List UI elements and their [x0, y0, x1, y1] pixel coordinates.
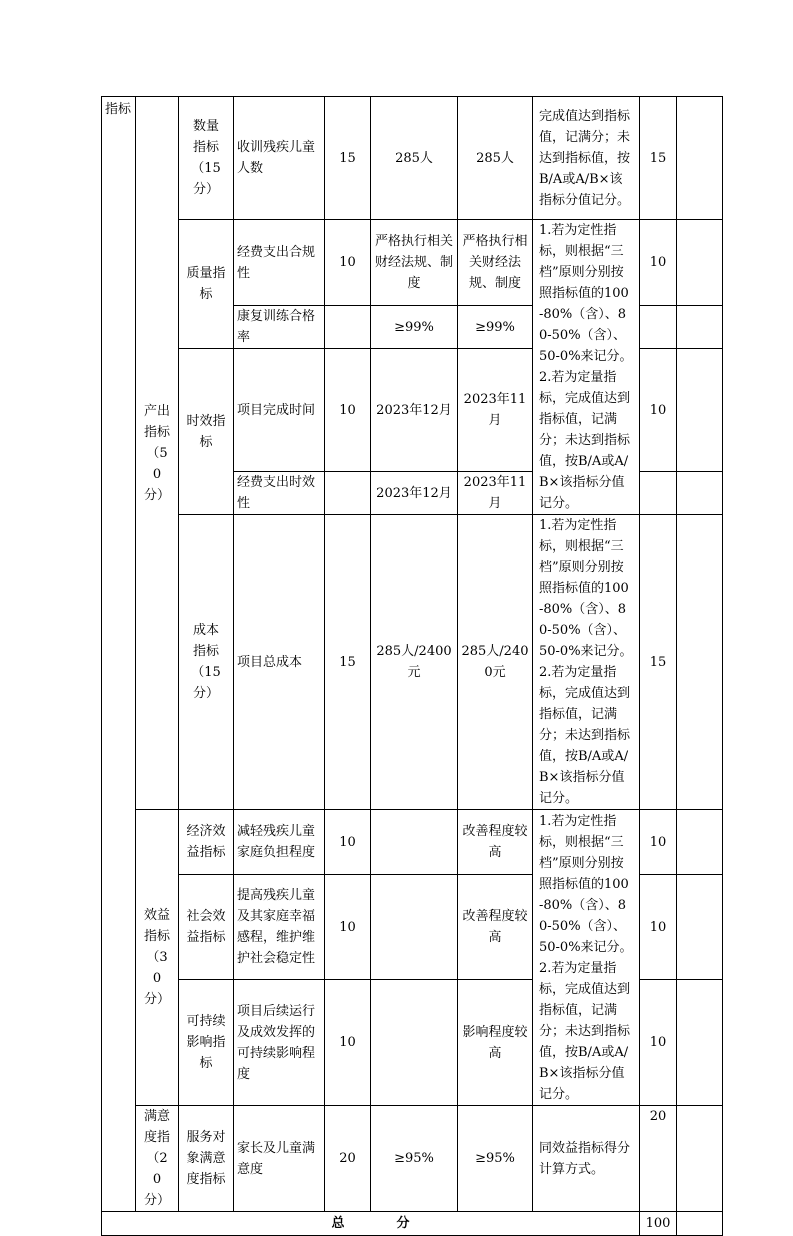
indicator-score: [640, 472, 677, 515]
indicator-item: 项目总成本: [234, 515, 325, 810]
indicator-score: 10: [640, 220, 677, 306]
indicator-score: 10: [640, 980, 677, 1106]
output-indicator-label: 产出指标（50分）: [136, 97, 179, 810]
social-indicator-label: 社会效益指标: [179, 875, 234, 980]
indicator-score: 15: [640, 515, 677, 810]
indicator-weight: 10: [325, 810, 371, 875]
indicator-target: ≥95%: [371, 1106, 458, 1212]
indicator-target: [371, 810, 458, 875]
performance-indicator-table: [101, 96, 723, 1236]
remark-cell: [677, 1212, 723, 1236]
indicator-actual: 2023年11月: [458, 349, 533, 472]
indicator-weight: 10: [325, 220, 371, 306]
indicator-target: ≥99%: [371, 306, 458, 349]
indicator-actual: 影响程度较高: [458, 980, 533, 1106]
scoring-rule: 1.若为定性指标，则根据“三档”原则分别按照指标值的100-80%（含）、80-50%（含）、50-0%来记分。2.若为定量指标，完成值达到指标值，记满分；未达到指标值，按B/A或A/B×该指标分值记分。: [533, 515, 640, 810]
remark-cell: [677, 220, 723, 306]
indicator-actual: 285人/2400元: [458, 515, 533, 810]
indicator-actual: 2023年11月: [458, 472, 533, 515]
quality-indicator-label: 质量指标: [179, 220, 234, 349]
indicator-score: 20: [640, 1106, 677, 1212]
benefit-indicator-label: 效益指标（30分）: [136, 810, 179, 1106]
indicator-score: 10: [640, 810, 677, 875]
remark-cell: [677, 810, 723, 875]
indicator-actual: 严格执行相关财经法规、制度: [458, 220, 533, 306]
indicator-weight: 10: [325, 980, 371, 1106]
indicator-item: 康复训练合格率: [234, 306, 325, 349]
remark-cell: [677, 97, 723, 220]
indicator-item: 收训残疾儿童人数: [234, 97, 325, 220]
timeliness-indicator-label: 时效指标: [179, 349, 234, 515]
indicator-item: 项目完成时间: [234, 349, 325, 472]
indicator-score: 10: [640, 875, 677, 980]
indicator-weight: 10: [325, 875, 371, 980]
level1-indicator-label: 指标: [102, 97, 136, 1212]
scoring-rule: 1.若为定性指标，则根据“三档”原则分别按照指标值的100-80%（含）、80-50%（含）、50-0%来记分。2.若为定量指标，完成值达到指标值，记满分；未达到指标值，按B/A或A/B×该指标分值记分。: [533, 810, 640, 1106]
economic-indicator-label: 经济效益指标: [179, 810, 234, 875]
indicator-item: 提高残疾儿童及其家庭幸福感程，维护维护社会稳定性: [234, 875, 325, 980]
indicator-item: 减轻残疾儿童家庭负担程度: [234, 810, 325, 875]
indicator-weight: [325, 472, 371, 515]
indicator-target: 2023年12月: [371, 472, 458, 515]
indicator-item: 家长及儿童满意度: [234, 1106, 325, 1212]
indicator-actual: ≥99%: [458, 306, 533, 349]
total-score: 100: [640, 1212, 677, 1236]
indicator-actual: 改善程度较高: [458, 875, 533, 980]
indicator-target: [371, 980, 458, 1106]
indicator-target: 严格执行相关财经法规、制度: [371, 220, 458, 306]
indicator-target: [371, 875, 458, 980]
indicator-target: 285人: [371, 97, 458, 220]
indicator-weight: 15: [325, 97, 371, 220]
remark-cell: [677, 349, 723, 472]
indicator-item: 项目后续运行及成效发挥的可持续影响程度: [234, 980, 325, 1106]
remark-cell: [677, 515, 723, 810]
indicator-score: [640, 306, 677, 349]
indicator-actual: 285人: [458, 97, 533, 220]
remark-cell: [677, 306, 723, 349]
remark-cell: [677, 472, 723, 515]
scoring-rule: 完成值达到指标值，记满分；未达到指标值，按B/A或A/B×该指标分值记分。: [533, 97, 640, 220]
indicator-weight: [325, 306, 371, 349]
scoring-rule: 1.若为定性指标，则根据“三档”原则分别按照指标值的100-80%（含）、80-50%（含）、50-0%来记分。2.若为定量指标，完成值达到指标值，记满分；未达到指标值，按B/A或A/B×该指标分值记分。: [533, 220, 640, 515]
satisfaction-sub-label: 服务对象满意度指标: [179, 1106, 234, 1212]
indicator-weight: 20: [325, 1106, 371, 1212]
quantity-indicator-label: 数量指标（15分）: [179, 97, 234, 220]
remark-cell: [677, 875, 723, 980]
indicator-actual: ≥95%: [458, 1106, 533, 1212]
indicator-weight: 10: [325, 349, 371, 472]
cost-indicator-label: 成本指标（15分）: [179, 515, 234, 810]
indicator-weight: 15: [325, 515, 371, 810]
indicator-score: 15: [640, 97, 677, 220]
indicator-item: 经费支出时效性: [234, 472, 325, 515]
total-label: 总 分: [102, 1212, 640, 1236]
satisfaction-indicator-label: 满意度指（20分）: [136, 1106, 179, 1212]
scoring-rule: 同效益指标得分计算方式。: [533, 1106, 640, 1212]
indicator-actual: 改善程度较高: [458, 810, 533, 875]
remark-cell: [677, 980, 723, 1106]
indicator-target: 285人/2400元: [371, 515, 458, 810]
indicator-score: 10: [640, 349, 677, 472]
remark-cell: [677, 1106, 723, 1212]
indicator-item: 经费支出合规性: [234, 220, 325, 306]
sustain-indicator-label: 可持续影响指标: [179, 980, 234, 1106]
indicator-target: 2023年12月: [371, 349, 458, 472]
